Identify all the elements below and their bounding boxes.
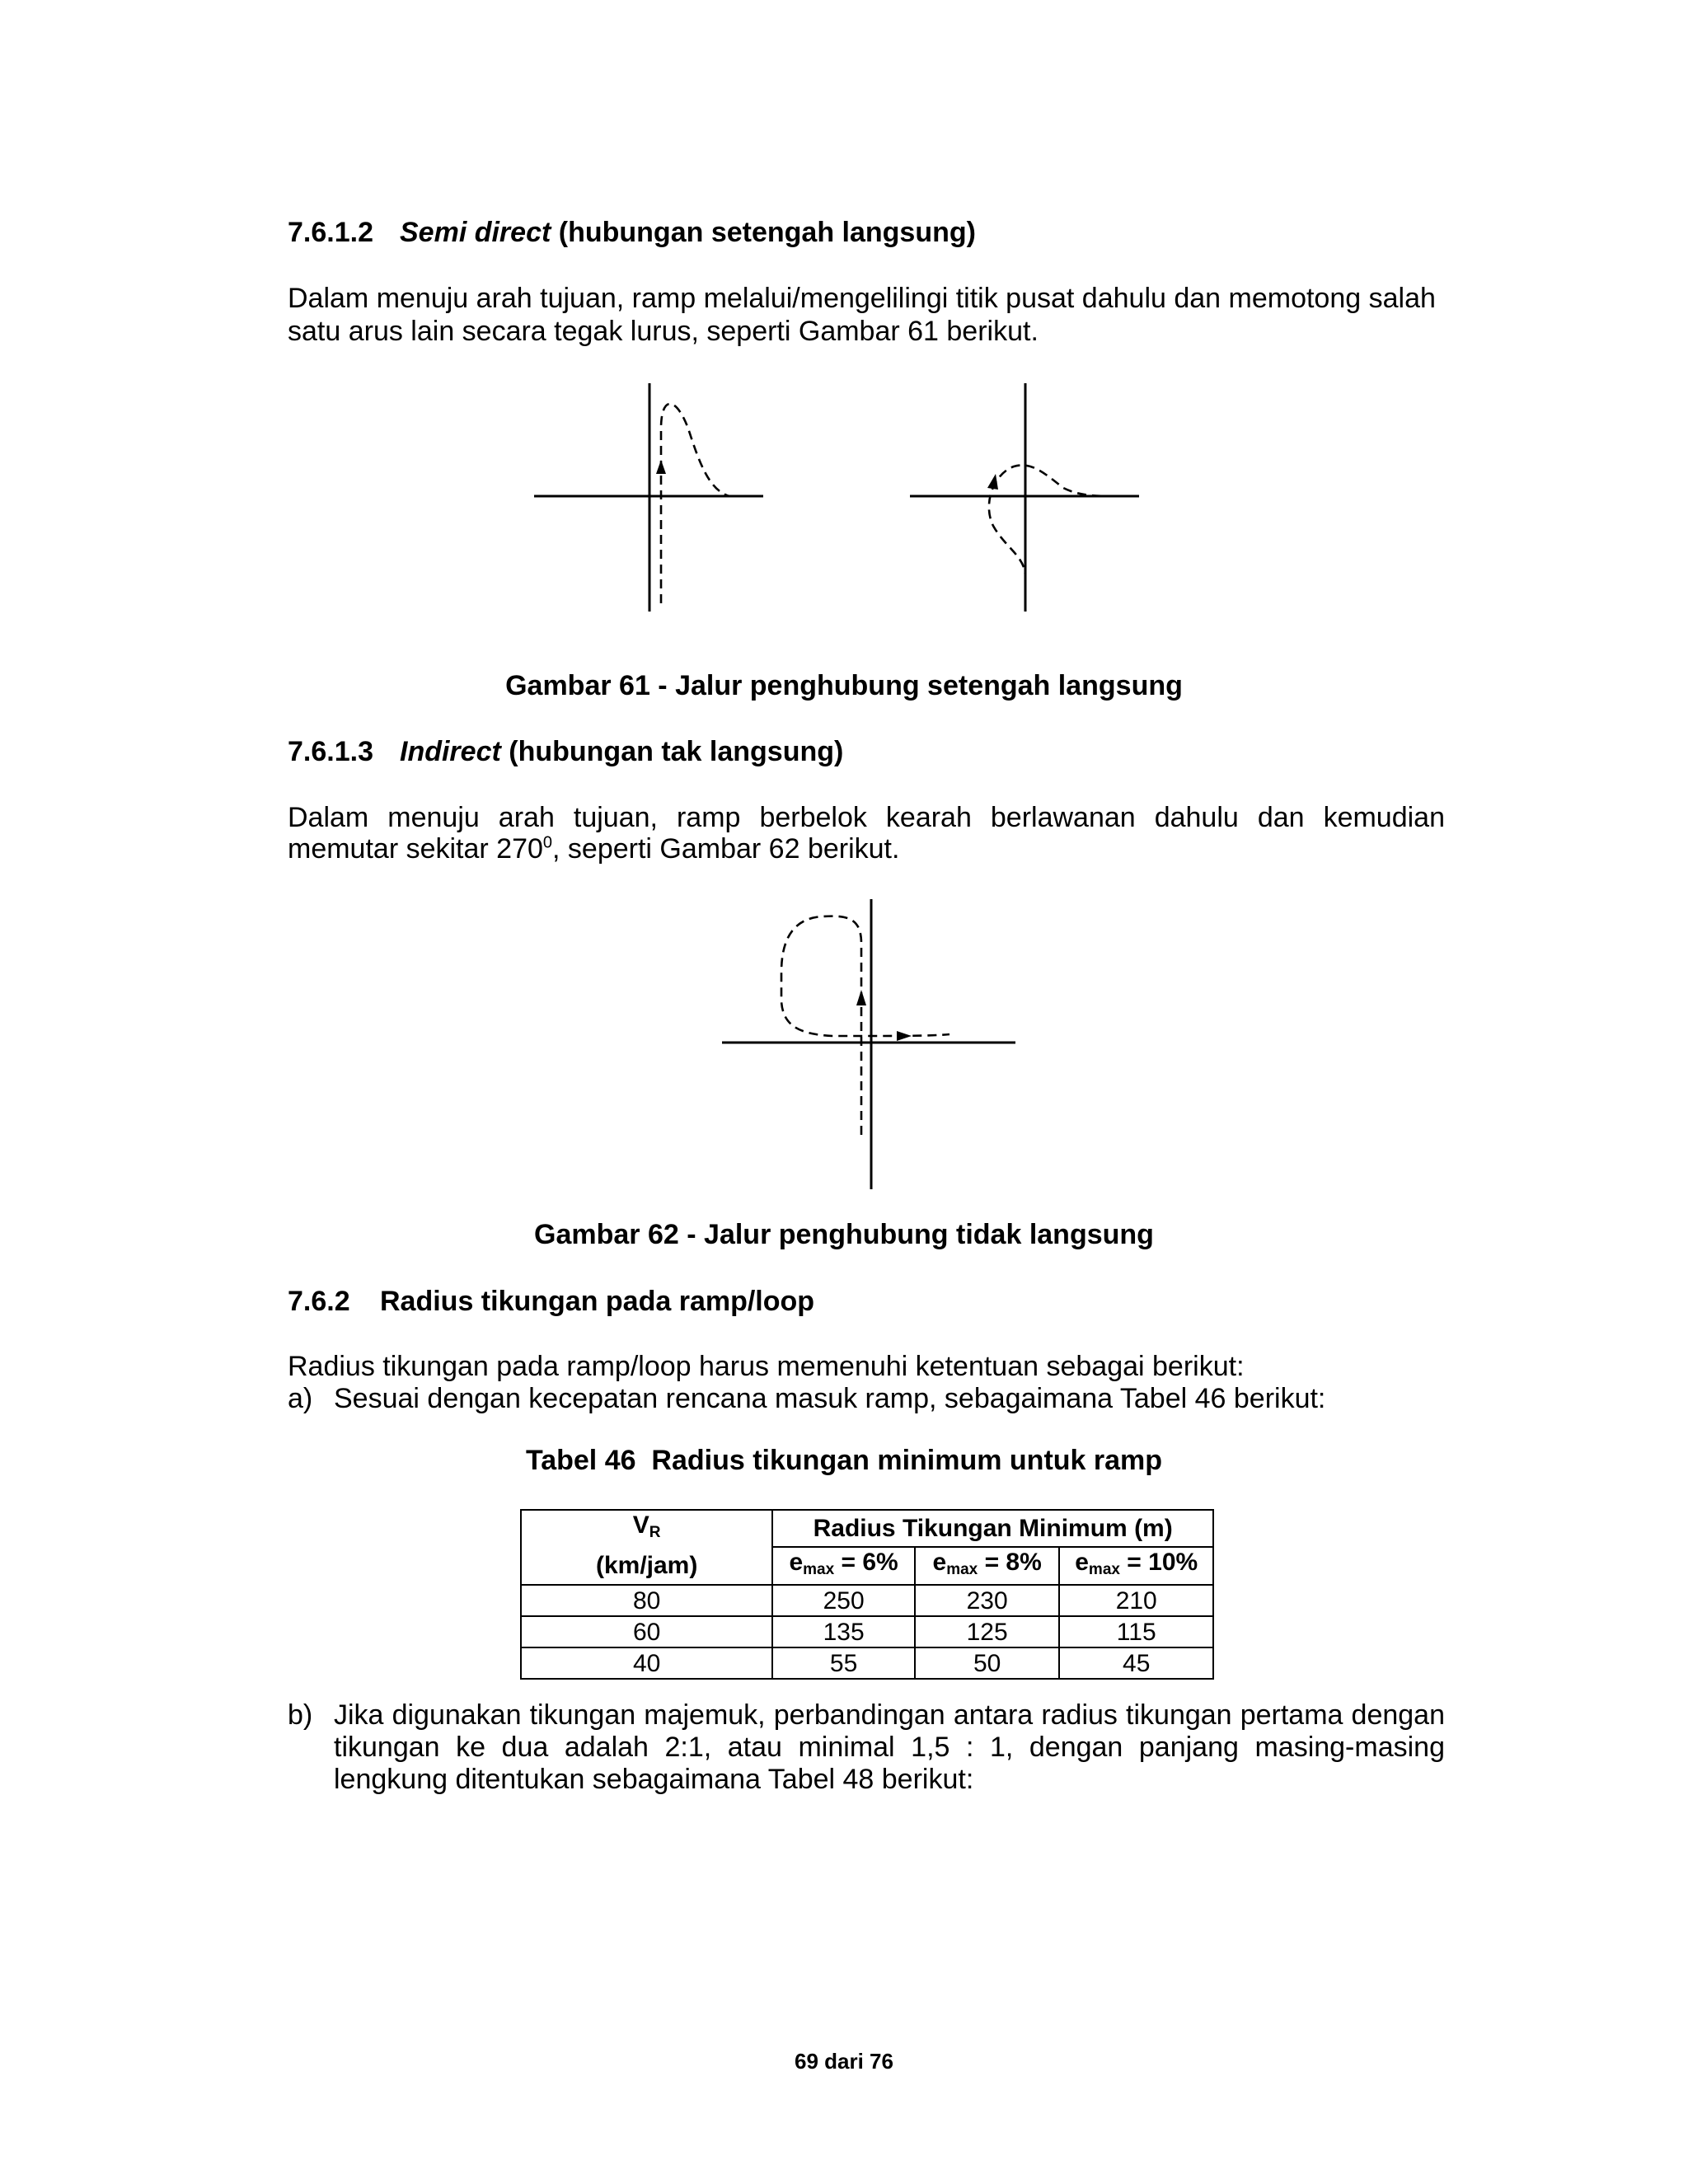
emax-6-base: e	[789, 1549, 804, 1576]
table-46-vr-header	[521, 1510, 772, 1547]
table-row	[521, 1647, 1213, 1679]
table-row	[521, 1616, 1213, 1647]
item-b-marker: b)	[288, 1699, 313, 1731]
fig62-ramp-loop	[781, 916, 950, 1135]
fig62-ramp-arrow-right	[897, 1031, 912, 1041]
emax-10-sub: max	[1088, 1561, 1120, 1578]
item-b-line3: lengkung ditentukan sebagaimana Tabel 48 berikut:	[334, 1764, 974, 1795]
para-7612-line2: satu arus lain secara tegak lurus, seperti Gambar 61 berikut.	[288, 316, 1039, 347]
figure-62-caption-text: Jalur penghubung tidak langsung	[704, 1219, 1154, 1250]
item-b-line1: Jika digunakan tikungan majemuk, perbandingan antara radius tikungan pertama dengan	[334, 1699, 1445, 1731]
heading-7613	[288, 735, 1442, 768]
heading-7612-title-rest: (hubungan setengah langsung)	[551, 217, 976, 248]
fig62-ramp-arrow-up	[856, 990, 866, 1005]
table-46-header-row-1	[521, 1510, 1213, 1547]
para-7613-line2-start: memutar sekitar 270	[288, 833, 543, 865]
table-46-caption	[0, 1444, 1688, 1477]
fig61-left-ramp-path	[661, 404, 748, 603]
table-46-vr-sub: R	[649, 1524, 661, 1541]
emax-8-rest: = 8%	[978, 1549, 1042, 1576]
heading-7612-title	[400, 216, 976, 249]
figure-62-diagram	[717, 894, 1030, 1199]
table-cell-emax-10: 115	[1059, 1616, 1213, 1647]
table-46-caption-text: Radius tikungan minimum untuk ramp	[651, 1445, 1163, 1476]
emax-8-base: e	[932, 1549, 947, 1576]
table-46-caption-label: Tabel 46	[525, 1445, 636, 1476]
table-row	[521, 1585, 1213, 1616]
figure-61-caption-text: Jalur penghubung setengah langsung	[675, 670, 1183, 701]
page-number: 69 dari 76	[795, 2049, 893, 2074]
heading-7612-title-italic: Semi direct	[400, 217, 551, 248]
figure-62-caption	[0, 1218, 1688, 1251]
emax-10-base: e	[1075, 1549, 1089, 1576]
fig61-left-ramp-arrow	[656, 460, 666, 474]
para-7612-line1: Dalam menuju arah tujuan, ramp melalui/mengelilingi titik pusat dahulu dan memotong salah	[288, 283, 1436, 314]
figure-61-caption-label: Gambar 61 -	[505, 670, 668, 701]
para-7613-line1: Dalam menuju arah tujuan, ramp berbelok kearah berlawanan dahulu dan kemudian	[288, 802, 1445, 833]
table-cell-emax-6: 135	[772, 1616, 915, 1647]
heading-7613-number: 7.6.1.3	[288, 736, 373, 767]
item-a-marker: a)	[288, 1383, 313, 1414]
table-cell-emax-8: 50	[915, 1647, 1060, 1679]
figure-61-caption	[0, 669, 1688, 702]
table-cell-emax-10: 210	[1059, 1585, 1213, 1616]
heading-7612	[288, 216, 1442, 249]
table-46-emax-8-header	[915, 1547, 1060, 1585]
table-46	[520, 1509, 1214, 1680]
para-7613-line2	[288, 832, 899, 865]
table-cell-emax-6: 250	[772, 1585, 915, 1616]
table-46-vr-main: V	[632, 1511, 649, 1539]
emax-8-sub: max	[946, 1561, 978, 1578]
heading-7613-title	[400, 735, 843, 768]
fig61-right-ramp-path	[989, 465, 1119, 612]
para-762-intro: Radius tikungan pada ramp/loop harus memenuhi ketentuan sebagai berikut:	[288, 1351, 1245, 1382]
figure-61-diagram	[528, 379, 1154, 626]
item-a-text: Sesuai dengan kecepatan rencana masuk ramp, sebagaimana Tabel 46 berikut:	[334, 1383, 1326, 1414]
heading-7613-title-rest: (hubungan tak langsung)	[500, 736, 844, 767]
table-cell-emax-10: 45	[1059, 1647, 1213, 1679]
emax-6-sub: max	[803, 1561, 835, 1578]
heading-762-number: 7.6.2	[288, 1286, 350, 1317]
para-7613-line2-end: , seperti Gambar 62 berikut.	[552, 833, 900, 865]
para-7613-degree-sup: 0	[542, 833, 553, 852]
table-46-header-row-2	[521, 1547, 1213, 1585]
fig61-right-ramp-arrow	[987, 474, 998, 490]
table-cell-emax-8: 230	[915, 1585, 1060, 1616]
heading-7612-number: 7.6.1.2	[288, 217, 373, 248]
table-cell-emax-6: 55	[772, 1647, 915, 1679]
table-cell-vr: 60	[521, 1616, 772, 1647]
figure-62-caption-label: Gambar 62 -	[534, 1219, 696, 1250]
table-cell-vr: 40	[521, 1647, 772, 1679]
heading-762-title: Radius tikungan pada ramp/loop	[380, 1286, 815, 1317]
table-46-emax-10-header	[1059, 1547, 1213, 1585]
emax-6-rest: = 6%	[834, 1549, 898, 1576]
table-46-vr-unit: (km/jam)	[521, 1547, 772, 1585]
table-cell-vr: 80	[521, 1585, 772, 1616]
table-cell-emax-8: 125	[915, 1616, 1060, 1647]
table-46-emax-6-header	[772, 1547, 915, 1585]
heading-7613-title-italic: Indirect	[400, 736, 501, 767]
item-b-line2: tikungan ke dua adalah 2:1, atau minimal 1,5 : 1, dengan panjang masing-masing	[334, 1732, 1445, 1763]
heading-762	[288, 1285, 1442, 1318]
table-46-group-header: Radius Tikungan Minimum (m)	[772, 1510, 1213, 1547]
emax-10-rest: = 10%	[1119, 1549, 1198, 1576]
